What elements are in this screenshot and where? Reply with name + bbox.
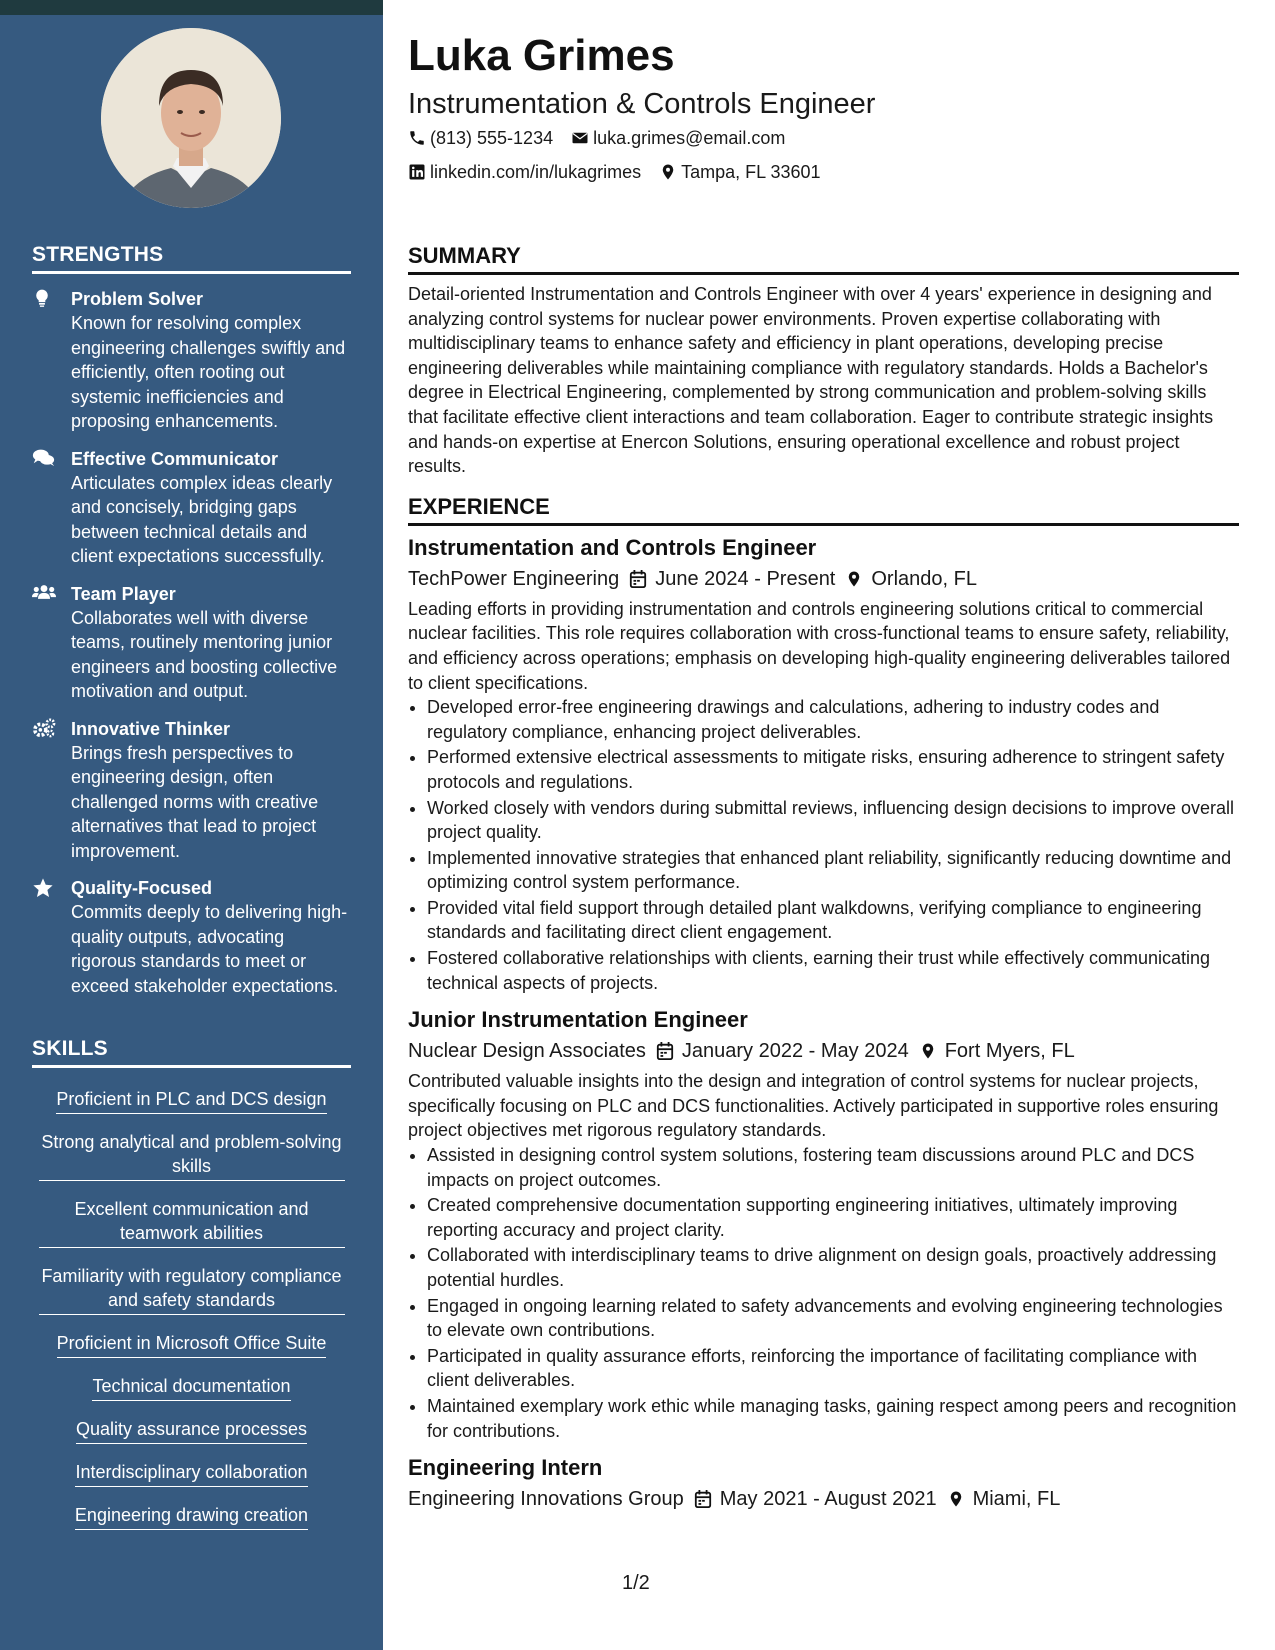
envelope-icon [571,129,589,147]
strength-item [32,582,354,704]
job-meta [408,1036,1239,1066]
job-bullet: • Implemented innovative strategies that enhanced plant reliability, significantly reducing downtime and optimizing control system performance. [427,846,1239,895]
map-pin-icon [845,569,863,589]
users-icon [32,583,56,603]
job-description: Leading efforts in providing instrumentation and controls engineering solutions critical to commercial nuclear facilities. This role requires collaboration with cross-functional teams to ensure safety, reliability, and efficiency across operations; emphasis on developing high-quality engineering deliverables tailored to client specifications. [408,598,1231,693]
summary-text: Detail-oriented Instrumentation and Controls Engineer with over 4 years' experience in designing and analyzing control systems for nuclear power environments. Proven expertise collaborating with multidisciplinary teams to enhance safety and efficiency in plant operations, developing precise engineering deliverables while maintaining compliance with regulatory standards. Holds a Bachelor's degree in Electrical Engineering, complemented by strong communication and problem-solving skills that facilitate effective client interactions and team collaboration. Eager to contribute strategic insights and hands-on expertise at Enercon Solutions, ensuring operational excellence and robust project results. [408,284,1214,477]
job-bullet: • Participated in quality assurance efforts, reinforcing the importance of facilitating compliance with client deliverables. [427,1344,1239,1393]
job-title: Instrumentation and Controls Engineer [408,534,817,560]
profile-photo [101,28,281,208]
job-bullet: • Created comprehensive documentation supporting engineering initiatives, ultimately improving reporting accuracy and project clarity. [427,1193,1239,1242]
strength-item [32,876,354,998]
job-location: Fort Myers, FL [944,1040,1075,1063]
job-bullet: • Maintained exemplary work ethic while managing tasks, gaining respect among peers and recognition for contributions. [427,1394,1239,1443]
map-pin-icon [919,1041,937,1061]
job-dates: January 2022 - May 2024 [681,1040,909,1063]
strength-title: Innovative Thinker [71,718,231,739]
job-dates: June 2024 - Present [655,567,836,590]
experience-heading: EXPERIENCE [408,492,1239,526]
skill-item: Engineering drawing creation [75,1503,308,1530]
job-entry [408,1004,1239,1443]
contact-row [408,156,1239,188]
strength-title: Effective Communicator [71,448,279,469]
candidate-title: Instrumentation & Controls Engineer [408,88,876,120]
star-icon [32,877,56,897]
skill-item: Proficient in Microsoft Office Suite [57,1331,327,1358]
job-bullet: • Developed error-free engineering drawings and calculations, adhering to industry codes and regulatory compliance, enhancing project deliverables. [427,695,1239,744]
company-name: TechPower Engineering [408,567,620,590]
skill-item: Familiarity with regulatory compliance and safety standards [39,1264,345,1315]
linkedin-icon [408,163,426,181]
skills-heading: SKILLS [32,1037,351,1068]
email-contact[interactable] [571,122,785,154]
gears-icon [32,718,56,738]
job-bullet: • Assisted in designing control system solutions, fostering team discussions around PLC and DCS impacts on project outcomes. [427,1143,1239,1192]
job-meta [408,1484,1239,1514]
strengths-list [32,287,354,1011]
phone-contact[interactable] [408,122,553,154]
strength-title: Quality-Focused [71,878,213,898]
job-entry [408,532,1239,996]
sidebar [0,15,383,1650]
calendar-icon [656,1041,674,1061]
job-bullet: • Collaborated with interdisciplinary teams to drive alignment on design goals, proactively addressing potential hurdles. [427,1243,1239,1292]
lightbulb-icon [32,288,56,308]
skill-item: Interdisciplinary collaboration [75,1460,307,1487]
phone-icon [408,129,426,147]
strength-item [32,717,354,864]
skill-item: Strong analytical and problem-solving skills [39,1130,345,1181]
skill-item: Proficient in PLC and DCS design [56,1087,326,1114]
strength-item [32,287,354,434]
job-bullet: • Engaged in ongoing learning related to safety advancements and evolving engineering technologies to elevate own contributions. [427,1294,1239,1343]
skill-item: Excellent communication and teamwork abilities [39,1197,345,1248]
summary-heading: SUMMARY [408,241,1239,275]
top-accent-bar [0,0,383,15]
strengths-heading: STRENGTHS [32,243,351,274]
chat-bubbles-icon [32,448,56,468]
job-entry [408,1452,1239,1514]
strength-description: Articulates complex ideas clearly and concisely, bridging gaps between technical details and client expectations successfully. [71,472,333,566]
strength-description: Collaborates well with diverse teams, routinely mentoring junior engineers and boosting collective motivation and output. [71,607,338,701]
job-meta [408,564,1239,594]
job-title: Engineering Intern [408,1455,603,1481]
email-text: luka.grimes@email.com [593,128,786,148]
location-contact [659,156,820,188]
strength-description: Known for resolving complex engineering challenges swiftly and efficiently, often rooting out systemic inefficiencies and proposing enhancements. [71,313,346,431]
linkedin-text: linkedin.com/in/lukagrimes [430,162,642,182]
job-location: Miami, FL [972,1488,1061,1511]
strength-description: Commits deeply to delivering high-quality outputs, advocating rigorous standards to meet or exceed stakeholder expectations. [71,902,348,996]
job-bullets [408,1143,1239,1443]
phone-text: (813) 555-1234 [430,128,554,148]
candidate-name: Luka Grimes [408,31,675,80]
skill-item: Technical documentation [92,1374,290,1401]
location-text: Tampa, FL 33601 [681,162,821,182]
job-title: Junior Instrumentation Engineer [408,1007,748,1033]
company-name: Nuclear Design Associates [408,1040,646,1063]
map-pin-icon [947,1489,965,1509]
company-name: Engineering Innovations Group [408,1488,684,1511]
job-bullet: • Fostered collaborative relationships with clients, earning their trust while effectively communicating technical aspects of projects. [427,946,1239,995]
linkedin-contact[interactable] [408,156,641,188]
page-number: 1/2 [622,1572,650,1594]
strength-description: Brings fresh perspectives to engineering design, often challenged norms with creative alternatives that lead to project improvement. [71,742,319,861]
map-pin-icon [659,163,677,181]
job-location: Orlando, FL [871,567,977,590]
strength-title: Team Player [71,583,176,604]
job-bullets [408,695,1239,995]
skills-list [32,1087,351,1546]
calendar-icon [694,1489,712,1509]
job-description: Contributed valuable insights into the design and integration of control systems for nuclear projects, specifically focusing on PLC and DCS functionalities. Actively participated in supportive roles ensuring project objectives met rigorous regulatory standards. [408,1071,1219,1141]
job-bullet: • Worked closely with vendors during submittal reviews, influencing design decisions to improve overall project quality. [427,796,1239,845]
contact-row [408,122,1239,154]
job-dates: May 2021 - August 2021 [719,1488,937,1511]
job-bullet: • Performed extensive electrical assessments to mitigate risks, ensuring adherence to stringent safety protocols and regulations. [427,745,1239,794]
main-content [408,18,1239,1517]
strength-title: Problem Solver [71,289,204,309]
strength-item [32,447,354,569]
skill-item: Quality assurance processes [76,1417,307,1444]
calendar-icon [629,569,647,589]
job-bullet: • Provided vital field support through detailed plant walkdowns, verifying compliance to engineering standards and facilitating direct client engagement. [427,896,1239,945]
